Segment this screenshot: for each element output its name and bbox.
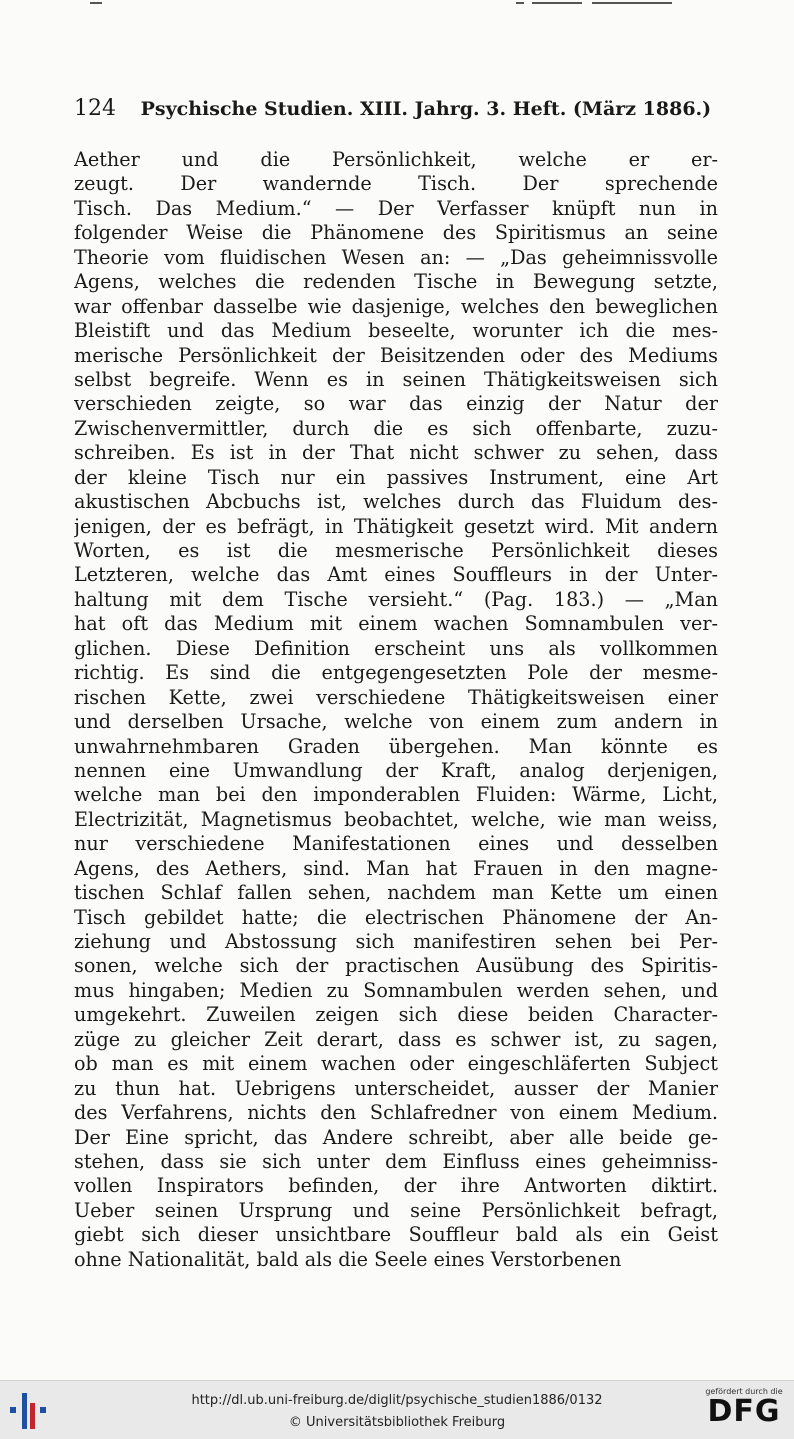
- text-line: stehen, dass sie sich unter dem Einfluss eines geheimniss-: [74, 1149, 718, 1173]
- text-line: mus hingaben; Medien zu Somnambulen werden sehen, und: [74, 978, 718, 1002]
- text-line: vollen Inspirators befinden, der ihre Antworten diktirt.: [74, 1174, 718, 1198]
- text-line: umgekehrt. Zuweilen zeigen sich diese beiden Character-: [74, 1003, 718, 1027]
- text-line: glichen. Diese Definition erscheint uns als vollkommen: [74, 636, 718, 660]
- text-line: Agens, des Aethers, sind. Man hat Frauen in den magne-: [74, 856, 718, 880]
- text-line: richtig. Es sind die entgegengesetzten Pole der mesme-: [74, 661, 718, 685]
- text-line: sonen, welche sich der practischen Ausübung des Spiritis-: [74, 954, 718, 978]
- text-line: und derselben Ursache, welche von einem zum andern in: [74, 710, 718, 734]
- dfg-logo: [702, 1387, 786, 1435]
- text-line: Bleistift und das Medium beseelte, worunter ich die mes-: [74, 319, 718, 343]
- footer-bar: [0, 1380, 794, 1439]
- text-line: tischen Schlaf fallen sehen, nachdem man Kette um einen: [74, 881, 718, 905]
- dfg-logo-text: DFG: [707, 1394, 781, 1429]
- text-line: verschieden zeigte, so war das einzig der Natur der: [74, 392, 718, 416]
- text-line: akustischen Abcbuchs ist, welches durch das Fluidum des-: [74, 490, 718, 514]
- text-line: giebt sich dieser unsichtbare Souffleur bald als ein Geist: [74, 1223, 718, 1247]
- text-line: hat oft das Medium mit einem wachen Somnambulen ver-: [74, 612, 718, 636]
- text-line: selbst begreife. Wenn es in seinen Thätigkeitsweisen sich: [74, 367, 718, 391]
- text-line: zeugt. Der wandernde Tisch. Der sprechende: [74, 172, 718, 196]
- dfg-caption: gefördert durch die: [705, 1387, 783, 1396]
- running-title: Psychische Studien. XIII. Jahrg. 3. Heft. (März 1886.): [140, 98, 712, 120]
- text-line: züge zu gleicher Zeit derart, dass es schwer ist, zu sagen,: [74, 1027, 718, 1051]
- text-line: Electrizität, Magnetismus beobachtet, welche, wie man weiss,: [74, 807, 718, 831]
- body-text: [74, 148, 718, 1272]
- text-line: zu thun hat. Uebrigens unterscheidet, ausser der Manier: [74, 1076, 718, 1100]
- copyright-notice: © Universitätsbibliothek Freiburg: [288, 1415, 506, 1430]
- text-line: jenigen, der es befrägt, in Thätigkeit gesetzt wird. Mit andern: [74, 514, 718, 538]
- text-line: welche man bei den imponderablen Fluiden: Wärme, Licht,: [74, 783, 718, 807]
- text-line: schreiben. Es ist in der That nicht schwer zu sehen, dass: [74, 441, 718, 465]
- text-line: des Verfahrens, nichts den Schlafredner von einem Medium.: [74, 1101, 718, 1125]
- text-line: nennen eine Umwandlung der Kraft, analog derjenigen,: [74, 758, 718, 782]
- document-url[interactable]: http://dl.ub.uni-freiburg.de/diglit/psychische_studien1886/0132: [191, 1393, 603, 1408]
- text-line: ziehung und Abstossung sich manifestiren sehen bei Per-: [74, 930, 718, 953]
- text-line: haltung mit dem Tische versieht.“ (Pag. 183.) — „Man: [74, 587, 718, 611]
- text-line: Tisch. Das Medium.“ — Der Verfasser knüpft nun in: [74, 196, 718, 220]
- text-line: Zwischenvermittler, durch die es sich offenbarte, zuzu-: [74, 416, 718, 440]
- top-edge-marks: [0, 0, 794, 12]
- text-line: ohne Nationalität, bald als die Seele eines Verstorbenen: [74, 1247, 622, 1271]
- text-line: Ueber seinen Ursprung und seine Persönlichkeit befragt,: [74, 1198, 718, 1222]
- text-line: der kleine Tisch nur ein passives Instrument, eine Art: [74, 465, 718, 489]
- text-line: rischen Kette, zwei verschiedene Thätigkeitsweisen einer: [74, 685, 718, 709]
- text-line: war offenbar dasselbe wie dasjenige, welches den beweglichen: [74, 294, 718, 318]
- page-number: 124: [74, 96, 116, 121]
- running-header: [74, 96, 724, 121]
- text-line: Worten, es ist die mesmerische Persönlichkeit dieses: [74, 539, 718, 562]
- text-line: nur verschiedene Manifestationen eines und desselben: [74, 832, 718, 856]
- text-line: Agens, welches die redenden Tische in Bewegung setzte,: [74, 270, 718, 294]
- text-line: Aether und die Persönlichkeit, welche er er-: [74, 148, 718, 171]
- text-line: Der Eine spricht, das Andere schreibt, aber alle beide ge-: [74, 1125, 718, 1149]
- text-line: Tisch gebildet hatte; die electrischen Phänomene der An-: [74, 905, 718, 929]
- text-line: unwahrnehmbaren Graden übergehen. Man könnte es: [74, 734, 718, 758]
- text-line: Letzteren, welche das Amt eines Souffleurs in der Unter-: [74, 563, 718, 587]
- text-line: Theorie vom fluidischen Wesen an: — „Das geheimnissvolle: [74, 245, 718, 269]
- text-line: ob man es mit einem wachen oder eingeschläferten Subject: [74, 1052, 718, 1076]
- text-line: folgender Weise die Phänomene des Spiritismus an seine: [74, 221, 718, 245]
- text-line: merische Persönlichkeit der Beisitzenden oder des Mediums: [74, 343, 718, 367]
